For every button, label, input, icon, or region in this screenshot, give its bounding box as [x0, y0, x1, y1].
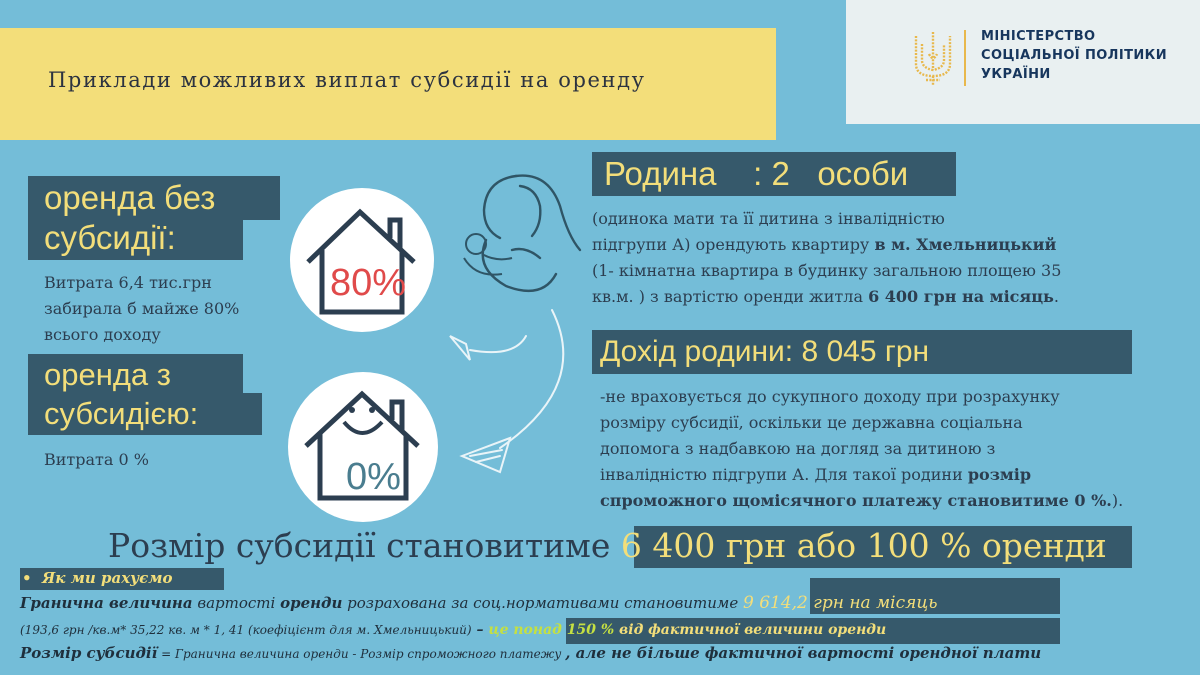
how-title	[22, 566, 173, 590]
no-subsidy-heading	[44, 178, 215, 258]
ministry-name	[981, 27, 1167, 84]
calc-formula: (193,6 грн /кв.м* 35,22 кв. м * 1, 41 (коефіцієнт для м. Хмельницький)	[20, 623, 472, 637]
with-subsidy-text: Витрата 0 %	[44, 450, 149, 469]
income-desc-text: ).	[1111, 491, 1124, 510]
calc-line-3	[20, 642, 1041, 665]
ministry-name-line: УКРАЇНИ	[981, 67, 1051, 82]
calc-bold: Розмір субсидії	[20, 644, 158, 662]
with-subsidy-heading	[44, 355, 198, 433]
family-desc-text: підгрупи А) орендують квартиру	[592, 235, 875, 254]
family-heading: Родина : 2 особи	[604, 155, 909, 192]
result-line	[108, 524, 1107, 568]
income-desc-bold: спроможного щомісячного платежу становитиме 0 %.	[600, 491, 1112, 510]
income-description	[600, 384, 1123, 514]
logo-divider	[964, 30, 966, 86]
calc-percent-highlight: це понад 150 %	[488, 622, 615, 638]
with-subsidy-heading-line: оренда з	[44, 357, 171, 392]
no-subsidy-text-line: забирала б майже 80%	[44, 299, 240, 318]
income-desc-line	[600, 462, 1123, 488]
trident-icon	[912, 30, 954, 88]
family-rent-amount: 6 400 грн на місяць	[868, 287, 1054, 306]
calc-line-2	[20, 620, 886, 640]
calc-bold: оренди	[280, 594, 343, 612]
income-desc-line: допомога з надбавкою на догляд за дитиною з	[600, 439, 996, 458]
ministry-name-line: СОЦІАЛЬНОЇ ПОЛІТИКИ	[981, 48, 1167, 63]
percent-0-label: 0%	[346, 456, 401, 498]
house-icon	[290, 188, 434, 332]
no-subsidy-text	[44, 270, 239, 348]
calc-limit-value: 9 614,2 грн на місяць	[742, 593, 938, 613]
page-title: Приклади можливих виплат субсидії на оренду	[48, 68, 646, 92]
result-text: Розмір субсидії становитиме	[108, 526, 621, 565]
with-subsidy-heading-line: субсидією:	[44, 396, 199, 431]
family-desc-text: кв.м. ) з вартістю оренди житла	[592, 287, 869, 306]
calc-text: розрахована за соц.нормативами становитиме	[342, 594, 743, 612]
family-desc-text: .	[1053, 287, 1059, 306]
house-icon	[288, 372, 438, 522]
family-desc-line	[592, 284, 1061, 310]
result-amount: 6 400 грн або 100 % оренди	[620, 526, 1107, 565]
calc-text: вартості	[192, 594, 281, 612]
percent-80-label: 80%	[330, 262, 407, 304]
calc-line-1	[20, 592, 938, 614]
arrow-icon	[440, 296, 590, 486]
income-desc-line: розміру субсидії, оскільки це державна соціальна	[600, 413, 1023, 432]
income-desc-line: -не враховується до сукупного доходу при розрахунку	[600, 387, 1060, 406]
calc-text: від фактичної величини оренди	[614, 622, 887, 638]
how-title-text: Як ми рахуємо	[42, 569, 173, 587]
calc-bold: Гранична величина	[20, 594, 193, 612]
calc-text: = Гранична величина оренди - Розмір спроможного платежу	[157, 647, 566, 661]
family-desc-line: (1- кімнатна квартира в будинку загальною площею 35	[592, 261, 1062, 280]
family-city: в м. Хмельницький	[874, 235, 1057, 254]
income-desc-text: інвалідністю підгрупи А. Для такої родини	[600, 465, 968, 484]
family-desc-line: (одинока мати та її дитина з інвалідністю	[592, 209, 945, 228]
calc-bold: , але не більше фактичної вартості орендної плати	[565, 644, 1042, 662]
calc-dash: –	[471, 622, 489, 638]
no-subsidy-text-line: всього доходу	[44, 325, 161, 344]
no-subsidy-heading-line: субсидії:	[44, 219, 176, 256]
bullet-icon: •	[22, 569, 32, 587]
ministry-name-line: МІНІСТЕРСТВО	[981, 29, 1096, 44]
family-description	[592, 206, 1061, 310]
no-subsidy-heading-line: оренда без	[44, 179, 216, 216]
income-desc-line	[600, 488, 1123, 514]
income-heading: Дохід родини: 8 045 грн	[600, 335, 930, 368]
family-desc-line	[592, 232, 1061, 258]
no-subsidy-text-line: Витрата 6,4 тис.грн	[44, 273, 212, 292]
mother-child-icon	[456, 166, 586, 306]
income-desc-bold: розмір	[967, 465, 1032, 484]
